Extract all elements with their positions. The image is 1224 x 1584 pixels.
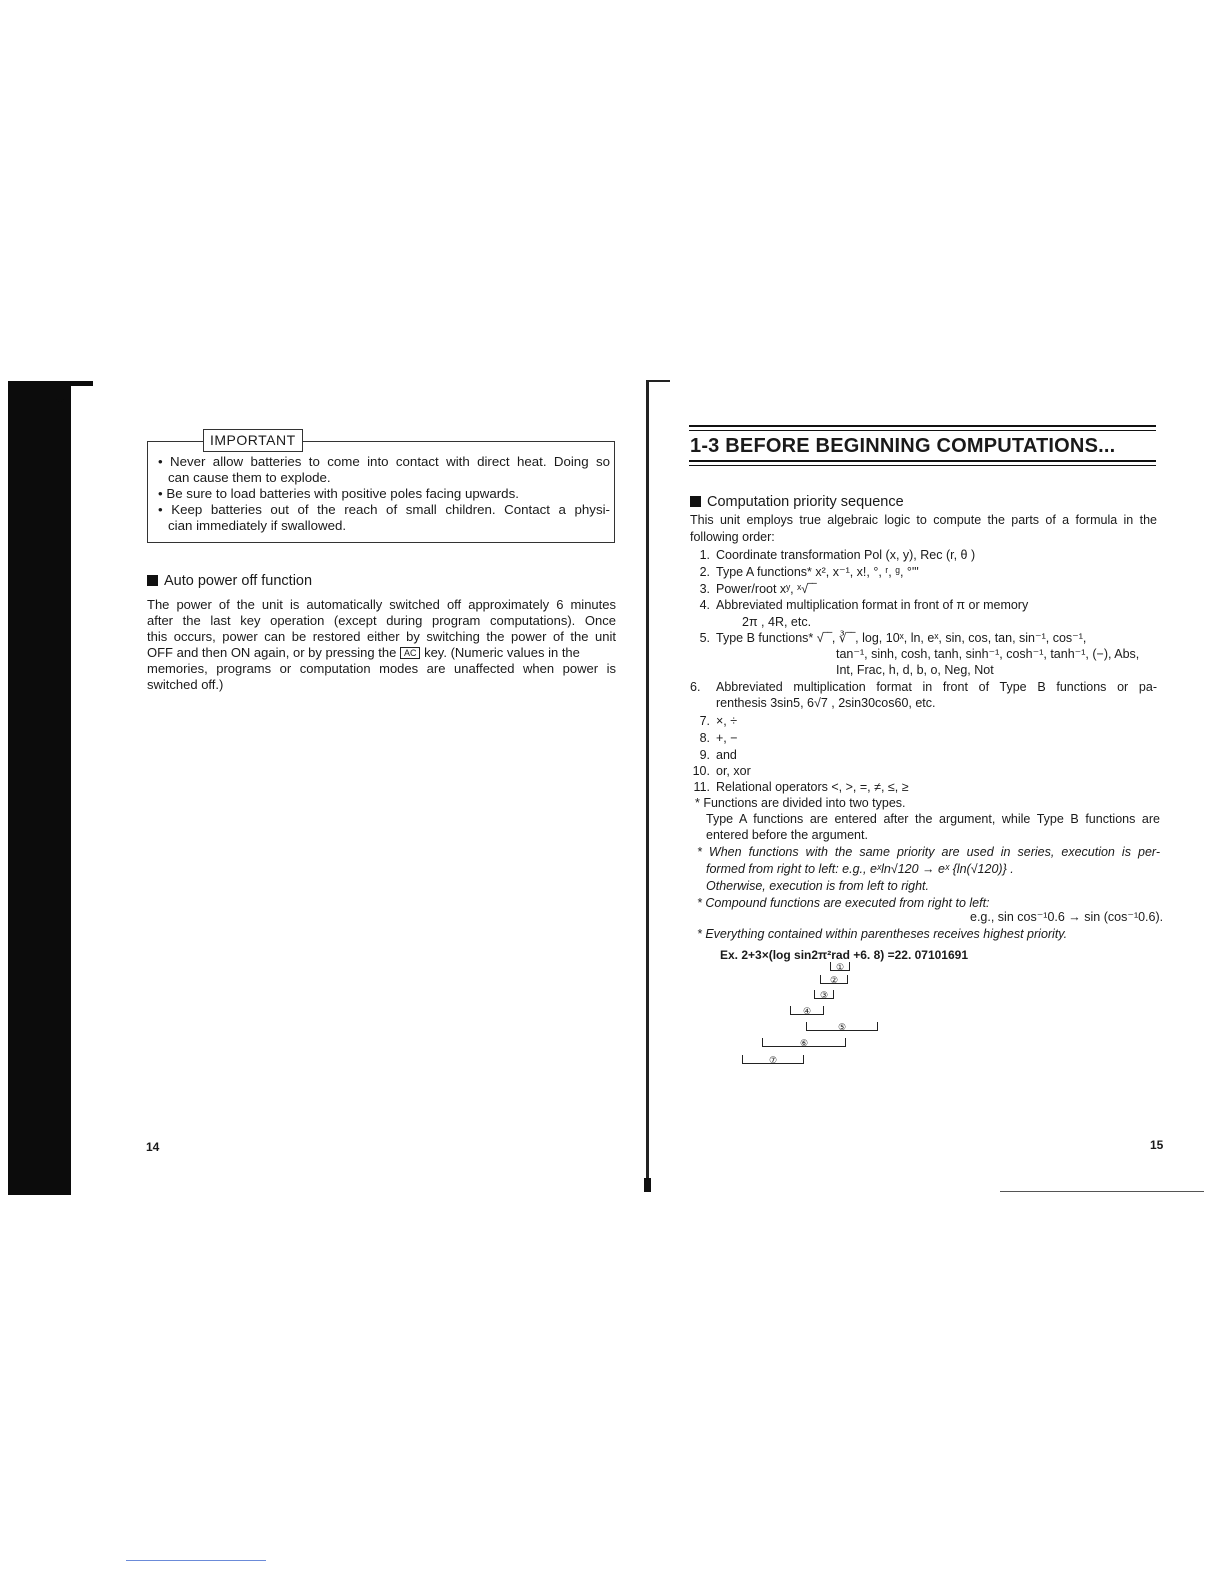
square-bullet-icon [690, 496, 701, 507]
list-item-cont: tan⁻¹, sinh, cosh, tanh, sinh⁻¹, cosh⁻¹, tanh⁻¹, (−), Abs, [836, 647, 1140, 661]
title-rule [689, 425, 1156, 427]
note-3: * Compound functions are executed from right to left: [697, 896, 990, 910]
list-item: 8. +, − [699, 731, 738, 745]
scan-blue-line [126, 1560, 266, 1561]
important-line-1: • Never allow batteries to come into contact with direct heat. Doing so [158, 454, 610, 469]
example-formula: Ex. 2+3×(log sin2π²rad +6. 8) =22. 07101691 [720, 948, 969, 962]
list-item-cont: renthesis 3sin5, 6√7 , 2sin30cos60, etc. [716, 696, 936, 710]
priority-bracket-4: ④ [790, 1006, 824, 1015]
list-item-cont: Int, Frac, h, d, b, o, Neg, Not [836, 663, 994, 677]
priority-bracket-6: ⑥ [762, 1038, 846, 1047]
priority-intro-1: This unit employs true algebraic logic to compute the parts of a formula in the [690, 513, 1157, 527]
important-line-2: can cause them to explode. [168, 470, 331, 485]
book-spine [646, 380, 649, 1192]
book-spine-top [646, 380, 670, 382]
title-rule [689, 430, 1156, 431]
note-1-cont: Type A functions are entered after the argument, while Type B functions are [706, 812, 1160, 826]
list-item-cont: 2π , 4R, etc. [742, 615, 812, 629]
list-item: 6. Abbreviated multiplication format in front of Type B functions or pa- [690, 680, 1157, 694]
title-rule [689, 460, 1156, 462]
auto-power-line-4: OFF and then ON again, or by pressing the AC key. (Numeric values in the [147, 645, 580, 660]
auto-power-heading: Auto power off function [147, 573, 312, 589]
list-item: 11. Relational operators <, >, =, ≠, ≤, ≥ [693, 780, 909, 794]
auto-power-line-5: memories, programs or computation modes are unaffected when power is [147, 661, 616, 676]
note-3-example: e.g., sin cos⁻¹0.6 → sin (cos⁻¹0.6). [970, 910, 1164, 924]
note-2-cont: Otherwise, execution is from left to right. [706, 879, 930, 893]
page-number-left: 14 [146, 1140, 160, 1154]
auto-power-line-3: this occurs, power can be restored either by switching the power of the unit [147, 629, 616, 644]
list-item: 5. Type B functions* √‾‾, ∛‾‾, log, 10ˣ, ln, eˣ, sin, cos, tan, sin⁻¹, cos⁻¹, [699, 631, 1087, 645]
ac-key: AC [400, 647, 421, 659]
note-1: * Functions are divided into two types. [695, 796, 906, 810]
scan-edge-notch [56, 388, 64, 402]
list-item: 3. Power/root xʸ, ˣ√‾‾ [699, 582, 817, 596]
title-rule [689, 465, 1156, 466]
priority-heading: Computation priority sequence [690, 494, 904, 510]
priority-bracket-1: ① [830, 962, 850, 971]
important-line-4: • Keep batteries out of the reach of small children. Contact a physi- [158, 502, 610, 517]
note-4: * Everything contained within parentheses receives highest priority. [697, 927, 1068, 941]
scan-edge-shadow [8, 381, 71, 1195]
auto-power-line-2: after the last key operation (except during program computations). Once [147, 613, 616, 628]
priority-bracket-2: ② [820, 975, 848, 984]
note-1-cont: entered before the argument. [706, 828, 868, 842]
auto-power-line-6: switched off.) [147, 677, 224, 692]
book-spine-bottom [644, 1178, 651, 1192]
list-item: 9. and [699, 748, 737, 762]
priority-bracket-5: ⑤ [806, 1022, 878, 1031]
important-line-5: cian immediately if swallowed. [168, 518, 347, 533]
note-2: * When functions with the same priority are used in series, execution is per- [697, 845, 1160, 859]
scan-rule [1000, 1191, 1204, 1192]
note-2-cont: formed from right to left: e.g., eˣln√120 → eˣ {ln(√120)} . [706, 862, 1014, 876]
page-number-right: 15 [1150, 1138, 1164, 1152]
important-line-3: • Be sure to load batteries with positive poles facing upwards. [158, 486, 519, 501]
list-item: 4. Abbreviated multiplication format in front of π or memory [699, 598, 1029, 612]
list-item: 1. Coordinate transformation Pol (x, y), Rec (r, θ ) [699, 548, 976, 562]
scan-edge-tab [60, 381, 93, 386]
priority-bracket-3: ③ [814, 990, 834, 999]
list-item: 7. ×, ÷ [699, 714, 738, 728]
section-title: 1-3 BEFORE BEGINNING COMPUTATIONS... [690, 435, 1116, 457]
list-item: 2. Type A functions* x², x⁻¹, x!, °, ʳ, ᵍ, °'" [699, 565, 919, 579]
auto-power-line-1: The power of the unit is automatically switched off approximately 6 minutes [147, 597, 616, 612]
list-item: 10. or, xor [692, 764, 751, 778]
important-label: IMPORTANT [203, 429, 303, 452]
priority-intro-2: following order: [690, 530, 775, 544]
priority-bracket-7: ⑦ [742, 1055, 804, 1064]
square-bullet-icon [147, 575, 158, 586]
